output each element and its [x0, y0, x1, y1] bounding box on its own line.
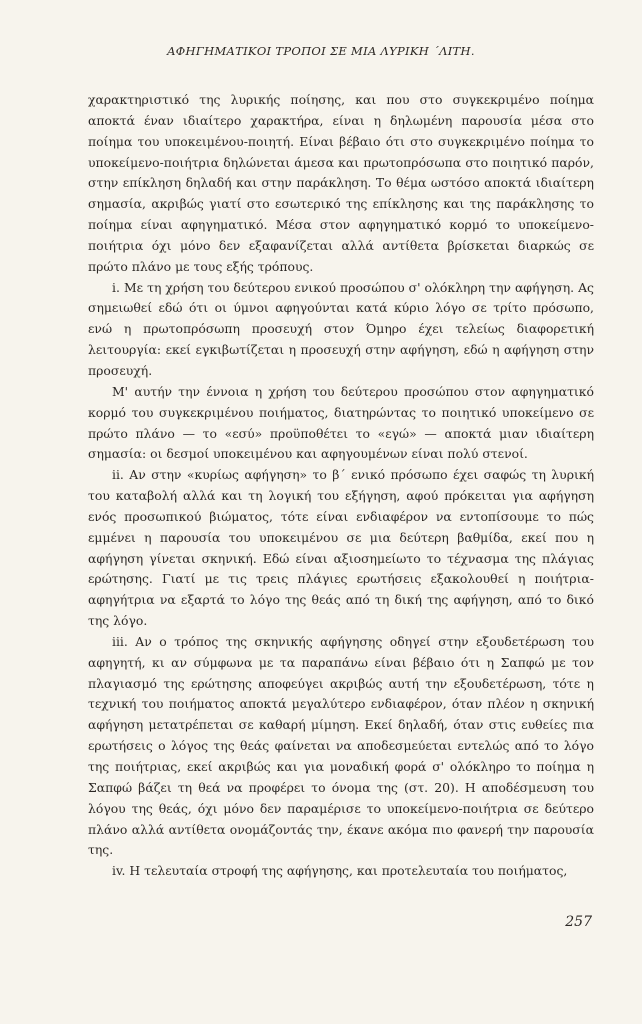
paragraph-point-iii: iii. Αν ο τρόπος της σκηνικής αφήγησης οδηγεί στην εξουδετέρωση του αφηγητή, κι αν σύμφωνα με τα παραπάνω είναι βέβαιο ότι η Σαπφώ με τον πλαγιασμό της ερώτησης αποφεύγει ακριβώς αυτή την εξουδετέρωση, τότε η τεχνική του ποιήματος αποκτά μεγαλύτερο ενδιαφέρον, όταν πλέον η σκηνική αφήγηση μετατρέπεται σε καθαρή μίμηση. Εκεί δηλαδή, όταν στις ευθείες πια ερωτήσεις ο λόγος της θεάς φαίνεται να αποδεσμεύεται εντελώς από το λόγο της ποιήτριας, εκεί ακριβώς και για μοναδική φορά σ' ολόκληρο το ποίημα η Σαπφώ βάζει τη θεά να προφέρει το όνομα της (στ. 20). Η αποδέσμευση του λόγου της θεάς, όχι μόνο δεν παραμέρισε το υποκείμενο-ποιήτρια σε δεύτερο πλάνο αλλά αντίθετα ονομάζοντάς την, έκανε ακόμα πιο φανερή την παρουσία της.: [88, 633, 594, 858]
paragraph-point-i: i. Με τη χρήση του δεύτερου ενικού προσώπου σ' ολόκληρη την αφήγηση. Ας σημειωθεί εδώ ότι οι ύμνοι αφηγούνται κατά κύριο λόγο σε τρίτο πρόσωπο, ενώ η πρωτοπρόσωπη προσευχή στον Όμηρο έχει τελείως διαφορετική λειτουργία: εκεί εγκιβωτίζεται η προσευχή στην αφήγηση, εδώ η αφήγηση στην προσευχή.: [88, 279, 594, 378]
paragraph-intro: χαρακτηριστικό της λυρικής ποίησης, και που στο συγκεκριμένο ποίημα αποκτά έναν ιδιαίτερο χαρακτήρα, είναι η δηλωμένη παρουσία μέσα στο ποίημα του υποκειμένου-ποιητή. Είναι βέβαιο ότι στο συγκεκριμένο ποίημα το υποκείμενο-ποιήτρια δηλώνεται άμεσα και πρωτοπρόσωπα στο ποιητικό παρόν, στην επίκληση δηλαδή και στην παράκληση. Το θέμα ωστόσο αποκτά ιδιαίτερη σημασία, ακριβώς γιατί στο εσωτερικό της επίκλησης και της παράκλησης το ποίημα είναι αφηγηματικό. Μέσα στον αφηγηματικό κορμό το υποκείμενο-ποιήτρια όχι μόνο δεν εξαφανίζεται αλλά αντίθετα βρίσκεται διαρκώς σε πρώτο πλάνο με τους εξής τρόπους.: [88, 92, 594, 274]
body-text: [88, 90, 594, 882]
paragraph-point-ii: ii. Αν στην «κυρίως αφήγηση» το β΄ ενικό πρόσωπο έχει σαφώς τη λυρική του καταβολή αλλά και τη λογική του εξήγηση, αφού πρόκειται για αφήγηση ενός προσωπικού βιώματος, τότε είναι ενδιαφέρον να εντοπίσουμε το πώς εμμένει η παρουσία του υποκειμένου σε μια δεύτερη βαθμίδα, εκεί που η αφήγηση γίνεται σκηνική. Εδώ είναι αξιοσημείωτο το τέχνασμα της πλάγιας ερώτησης. Γιατί με τις τρεις πλάγιες ερωτήσεις εξακολουθεί η ποιήτρια-αφηγήτρια να εξαρτά το λόγο της θεάς από τη δική της αφήγηση, από το δικό της λόγο.: [88, 467, 594, 629]
paragraph-point-iv: iv. Η τελευταία στροφή της αφήγησης, και προτελευταία του ποιήματος,: [112, 863, 568, 879]
paragraph-continuation: Μ' αυτήν την έννοια η χρήση του δεύτερου προσώπου στον αφηγηματικό κορμό του συγκεκριμένου ποιήματος, διατηρώντας το ποιητικό υποκείμενο σε πρώτο πλάνο — το «εσύ» προϋποθέτει το «εγώ» — αποκτά μιαν ιδιαίτερη σημασία: οι δεσμοί υποκειμένου και αφηγουμένων είναι πολύ στενοί.: [88, 383, 594, 462]
running-title: ΑΦΗΓΗΜΑΤΙΚΟΙ ΤΡΟΠΟΙ ΣΕ ΜΙΑ ΛΥΡΙΚΗ ΄ΛΙΤΗ.: [167, 44, 475, 58]
page-number: 257: [565, 914, 592, 930]
